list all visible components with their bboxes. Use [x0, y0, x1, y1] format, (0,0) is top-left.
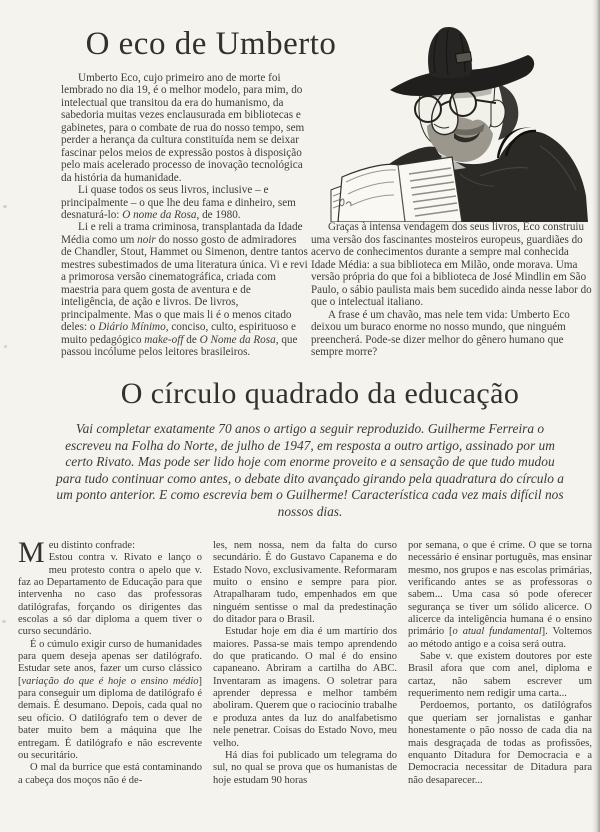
- paragraph: É o cúmulo exigir curso de humanidades para quem deseja apenas ser datilógrafo. Estudar sete anos, fazer um curso clássico [variação do que é hoje o ensino médio] para conseguir um diploma de datilógrafo é demais. É desumano. Depois, cada qual no seu ofício. O datilógrafo tem o dever de bater muito bem a máquina que lhe entregam. É datilógrafo e não escrevente ou securitário.: [18, 638, 202, 761]
- paragraph: O mal da burrice que está contaminando a cabeça dos moços não é de-: [18, 762, 202, 786]
- paragraph: les, nem nossa, nem da falta do curso secundário. É do Gustavo Capanema e do Estado Novo, exclusivamente. Reformaram muito o ensino e sempre para pior. Atrapalharam tudo, empenhados em que ninguém sentisse o mal da predestinação do ditador para o Brasil.: [213, 540, 397, 626]
- paragraph-dropcap: [18, 536, 202, 639]
- paragraph: Graças à intensa vendagem dos seus livros, Eco construiu uma versão dos fascinantes mosteiros europeus, guardiães do acervo de conhecimentos durante a sempre mal conhecida Idade Média: a sua biblioteca em Milão, onde morava. Uma versão própria do que foi a biblioteca de José Mindlin em São Paulo, o sábio paulista mais bem sucedido ainda nesse labor do que o intelectual italiano.: [311, 221, 592, 308]
- article2-column-1: [18, 536, 202, 787]
- article2-intro: Vai completar exatamente 70 anos o artigo a seguir reproduzido. Guilherme Ferreira o escreveu na Folha do Norte, de julho de 1947, em resposta a outro artigo, assinado por um certo Rivato. Mas pode ser lido hoje com enorme proveito e a sensação de que tudo mudou para tudo continuar como antes, o debate dito avançado girando pela quadratura do círculo a um ponto anterior. E como escrevia bem o Guilherme! Característica cada vez mais difícil nos nossos dias.: [56, 421, 564, 519]
- drop-cap: M: [18, 536, 45, 569]
- scan-artifact: [3, 205, 7, 208]
- article2-column-3: [408, 540, 592, 787]
- paragraph: Perdoemos, portanto, os datilógrafos que queriam ser jornalistas e ganhar honestamente o pão nosso de cada dia na mais desgraçada de todas as profissões, enquanto Ditadura for Democracia e a Democracia necessitar de Ditadura para não desaparecer...: [408, 700, 592, 786]
- article2-column-2: [213, 540, 397, 787]
- article1-title: O eco de Umberto: [85, 26, 337, 62]
- scan-artifact: [2, 620, 6, 623]
- paragraph: por semana, o que é crime. O que se torna necessário é ensinar português, mas ensinar mesmo, nos grupos e nas escolas primárias, verificando antes se as professoras o sabem... Uma casa só pode oferecer segurança se tiver um sólido alicerce. O alicerce da inteligência humana é o ensino primário [o atual fundamental]. Voltemos ao método antigo e a coisa será outra.: [408, 540, 592, 650]
- paragraph: Umberto Eco, cujo primeiro ano de morte foi lembrado no dia 19, é o melhor modelo, para mim, do intelectual que transitou da era do humanismo, da sabedoria muitas vezes enclausurada em bibliotecas e gabinetes, para o combate de rua do nosso tempo, sem perder a herança da cultura constituída nem se deixar fascinar pelos meios de expressão postos à disposição pelo mais acelerado processo de inovação tecnológica da história da humanidade.: [61, 72, 305, 184]
- article1-left-column: [61, 72, 308, 358]
- umberto-eco-caricature: [330, 26, 600, 222]
- paragraph: Estudar hoje em dia é um martírio dos maiores. Passa-se mais tempo aprendendo do que praticando. O mal é do ensino capaneano. Abriram a cartilha do ABC. Inventaram as imagens. O soletrar para aprender depressa e melhor também aboliram. Querem que o raciocínio trabalhe e produza antes da luz do analfabetismo nele penetrar. Coisas do Estado Novo, meu velho.: [213, 626, 397, 749]
- paragraph-text: eu distinto confrade: Estou contra v. Rivato e lanço o meu protesto contra o apelo que v. faz ao Departamento de Educação para que intervenha no caso das professoras datilógrafas, forçando os dirigentes das escolas a só dar diploma a quem tiver o curso secundário.: [18, 540, 202, 638]
- paragraph: Li e reli a trama criminosa, transplantada da Idade Média como um noir do nosso gosto de admiradores de Chandler, Stout, Hammet ou Simenon, dentre tantos mestres subestimados de uma literatura única. Vi e revi a primorosa versão cinematográfica, criada com maestria para quem gosta de aventura e de inteligência, de ação e livros. De livros, principalmente. Mas o que mais li é o menos citado deles: o Diário Mínimo, conciso, culto, espirituoso e muito pedagógico make-off de O Nome da Rosa, que passou incólume pelos leitores brasileiros.: [61, 221, 308, 358]
- article2-columns: [18, 536, 592, 787]
- paragraph: Há dias foi publicado um telegrama do sul, no qual se prova que os humanistas de hoje estudam 90 horas: [213, 749, 397, 786]
- paragraph: Li quase todos os seus livros, inclusive – e principalmente – o que lhe deu fama e dinheiro, sem desnaturá-lo: O nome da Rosa, de 1980.: [61, 184, 296, 221]
- paragraph: Sabe v. que existem doutores por este Brasil afora que com anel, diploma e cartaz, não sabem escrever um requerimento nem redigir uma carta...: [408, 651, 592, 700]
- paragraph: A frase é um chavão, mas nele tem vida: Umberto Eco deixou um buraco enorme no nosso mundo, que ninguém preencherá. Pode-se dizer melhor do gênero humano que sempre morre?: [311, 308, 570, 358]
- article1-right-column: [311, 221, 593, 359]
- article2-title: O círculo quadrado da educação: [120, 377, 520, 410]
- scan-artifact: [4, 345, 7, 348]
